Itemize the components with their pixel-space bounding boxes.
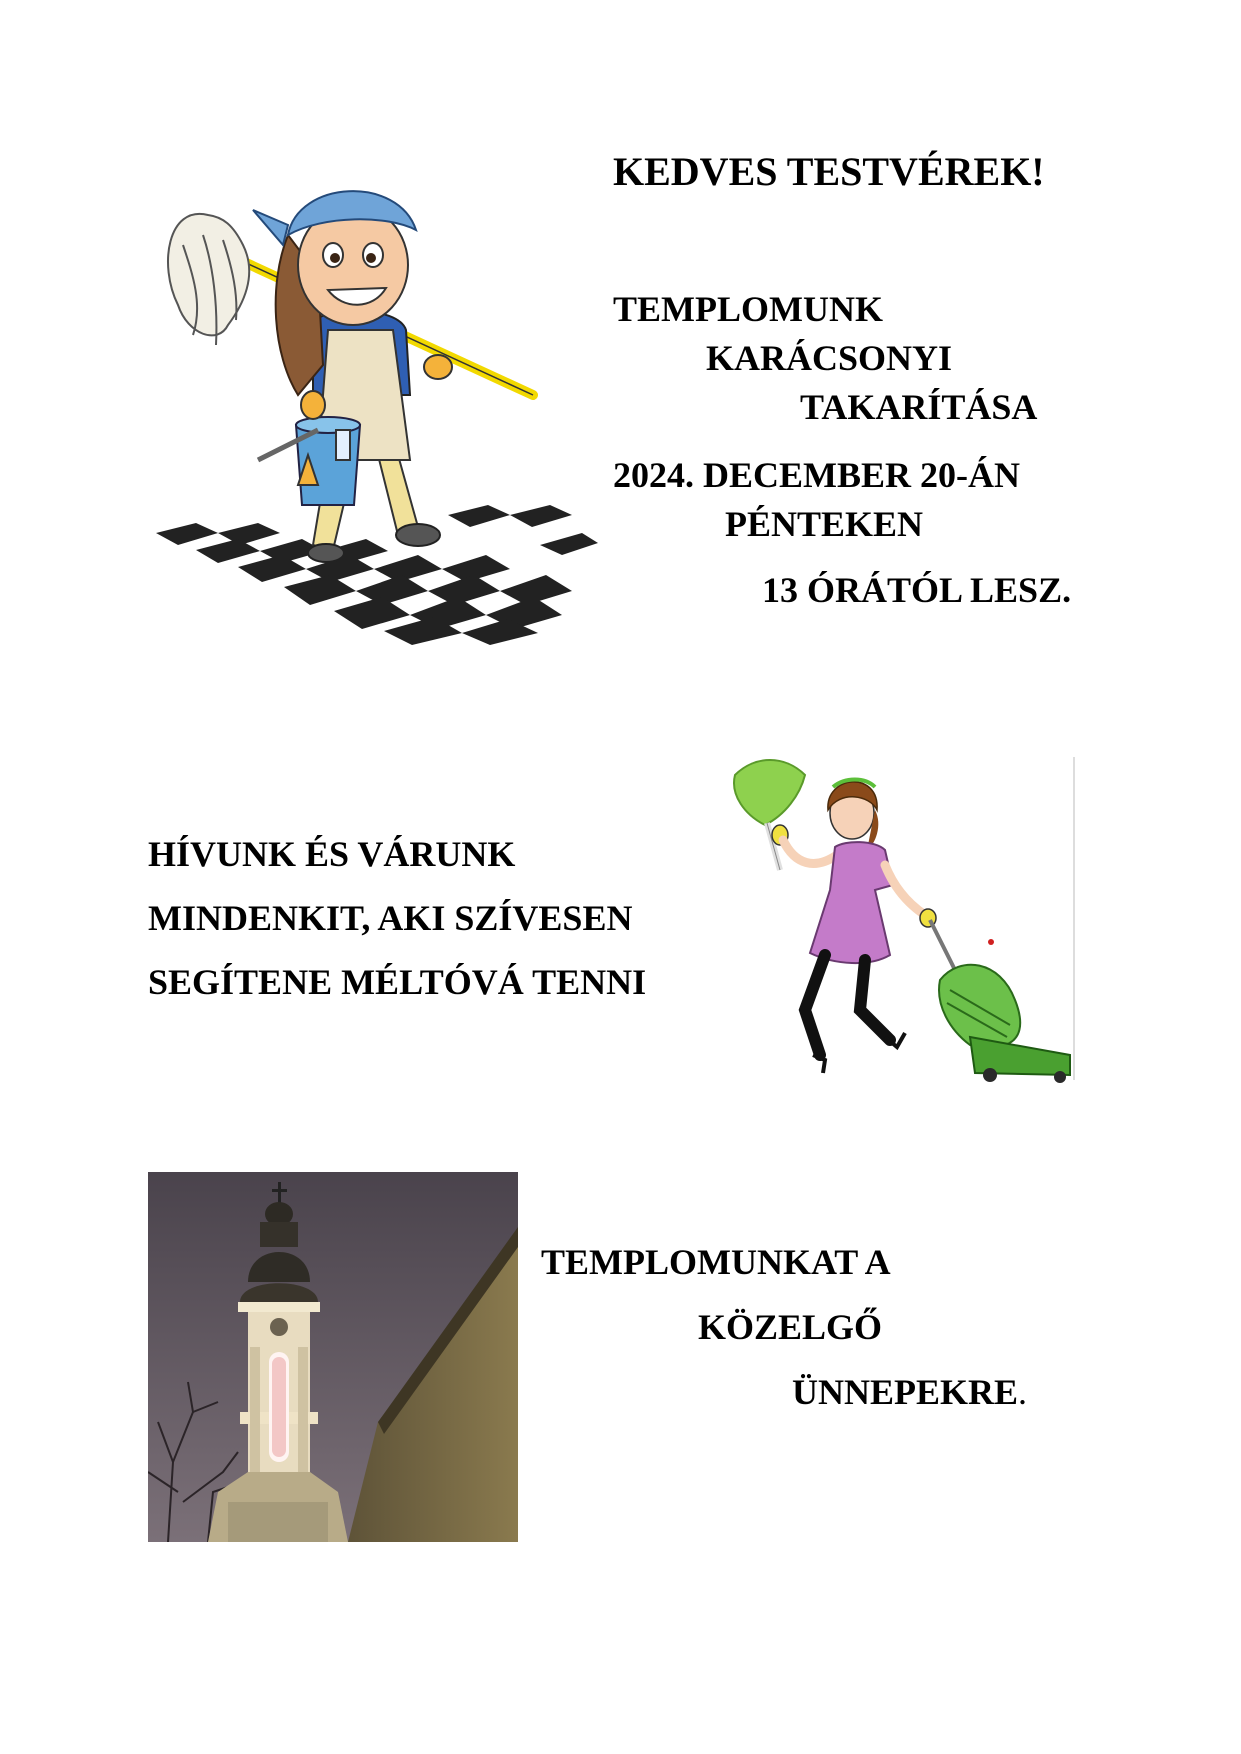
event-line-1: TEMPLOMUNK: [613, 289, 883, 329]
closing-line-2: KÖZELGŐ: [698, 1307, 883, 1347]
closing-line-3-text: ÜNNEPEKRE: [792, 1372, 1019, 1412]
event-day: PÉNTEKEN: [725, 504, 924, 544]
invite-line-1: HÍVUNK ÉS VÁRUNK: [148, 834, 516, 874]
cleaning-lady-mop-illustration: [148, 155, 598, 645]
closing-line-1: TEMPLOMUNKAT A: [541, 1242, 891, 1282]
closing-line-3: [792, 1370, 1027, 1414]
event-line-2: KARÁCSONYI: [706, 338, 953, 378]
greeting-heading: KEDVES TESTVÉREK!: [613, 149, 1045, 194]
closing-period: .: [1018, 1372, 1028, 1412]
vacuum-cleaning-woman-illustration: [725, 755, 1085, 1085]
church-tower-night-photo: [148, 1172, 518, 1542]
invite-line-2: MINDENKIT, AKI SZÍVESEN: [148, 898, 633, 938]
event-date: 2024. DECEMBER 20-ÁN: [613, 455, 1021, 495]
mop-head: [168, 214, 249, 345]
checkered-floor: [156, 505, 598, 645]
invite-line-3: SEGÍTENE MÉLTÓVÁ TENNI: [148, 962, 647, 1002]
event-time: 13 ÓRÁTÓL LESZ.: [762, 570, 1072, 610]
event-line-3: TAKARÍTÁSA: [800, 387, 1038, 427]
